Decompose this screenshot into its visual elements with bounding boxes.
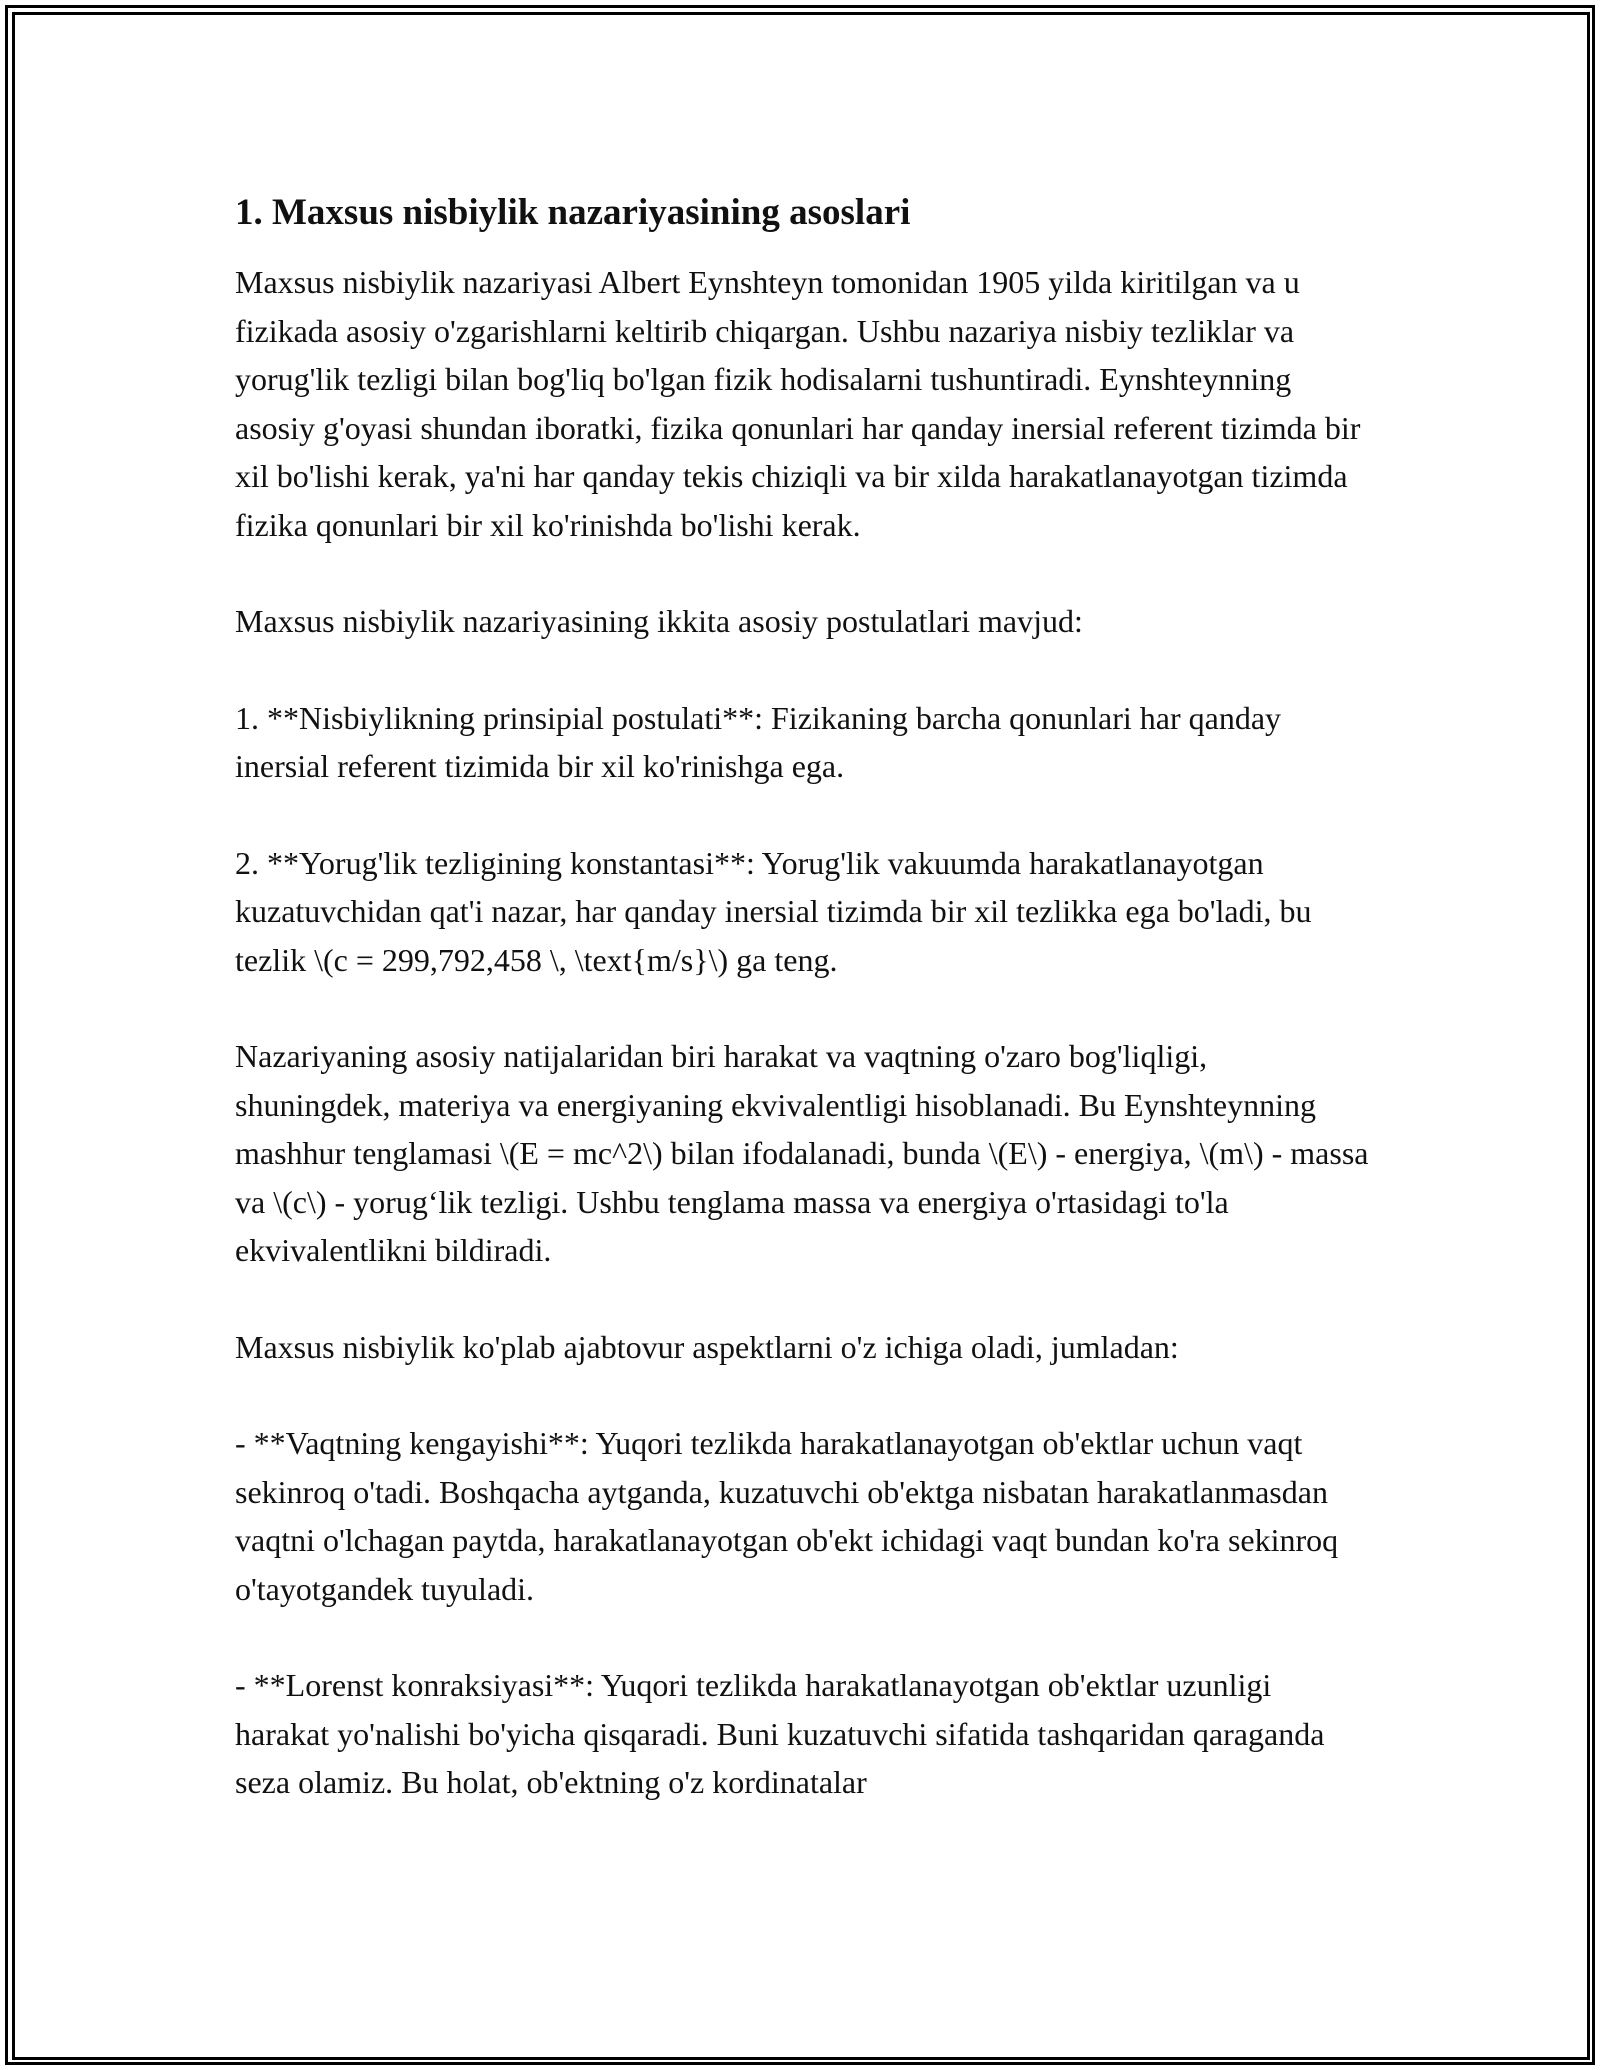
- paragraph-mass-energy: Nazariyaning asosiy natijalaridan biri harakat va vaqtning o'zaro bog'liqligi, shuningdek, materiya va energiyaning ekvivalentligi hisoblanadi. Bu Eynshteynning mashhur tenglamasi \(E = mc^2\) bilan ifodalanadi, bunda \(E\) - energiya, \(m\) - massa va \(c\) - yorug‘lik tezligi. Ushbu tenglama massa va energiya o'rtasidagi to'la ekvivalentlikni bildiradi.: [235, 1038, 1369, 1268]
- paragraph-aspects-intro: Maxsus nisbiylik ko'plab ajabtovur aspektlarni o'z ichiga oladi, jumladan:: [235, 1328, 1179, 1365]
- paragraph-time-dilation: - **Vaqtning kengayishi**: Yuqori tezlikda harakatlanayotgan ob'ektlar uchun vaqt sekinroq o'tadi. Boshqacha aytganda, kuzatuvchi ob'ektga nisbatan harakatlanmasdan vaqtni o'lchagan paytda, harakatlanayotgan ob'ekt ichidagi vaqt bundan ko'ra sekinroq o'tayotgandek tuyuladi.: [235, 1425, 1339, 1607]
- document-body: [235, 188, 1370, 1855]
- section-heading: 1. Maxsus nisbiylik nazariyasining asoslari: [235, 192, 911, 233]
- paragraph-postulate-2: 2. **Yorug'lik tezligining konstantasi**: Yorug'lik vakuumda harakatlanayotgan kuzatuvchidan qat'i nazar, har qanday inersial tizimda bir xil tezlikka ega bo'ladi, bu tezlik \(c = 299,792,458 \, \text{m/s}\) ga teng.: [235, 844, 1312, 978]
- paragraph-postulates-intro: Maxsus nisbiylik nazariyasining ikkita asosiy postulatlari mavjud:: [235, 603, 1083, 639]
- paragraph-length-contraction: - **Lorenst konraksiyasi**: Yuqori tezlikda harakatlanayotgan ob'ektlar uzunligi harakat yo'nalishi bo'yicha qisqaradi. Buni kuzatuvchi sifatida tashqaridan qaraganda seza olamiz. Bu holat, ob'ektning o'z kordinatalar: [235, 1667, 1325, 1800]
- paragraph-postulate-1: 1. **Nisbiylikning prinsipial postulati**: Fizikaning barcha qonunlari har qanday inersial referent tizimida bir xil ko'rinishga ega.: [235, 699, 1282, 784]
- paragraph-intro: Maxsus nisbiylik nazariyasi Albert Eynshteyn tomonidan 1905 yilda kiritilgan va u fizikada asosiy o'zgarishlarni keltirib chiqargan. Ushbu nazariya nisbiy tezliklar va yorug'lik tezligi bilan bog'liq bo'lgan fizik hodisalarni tushuntiradi. Eynshteynning asosiy g'oyasi shundan iboratki, fizika qonunlari har qanday inersial referent tizimda bir xil bo'lishi kerak, ya'ni har qanday tekis chiziqli va bir xilda harakatlanayotgan tizimda fizika qonunlari bir xil ko'rinishda bo'lishi kerak.: [235, 264, 1361, 543]
